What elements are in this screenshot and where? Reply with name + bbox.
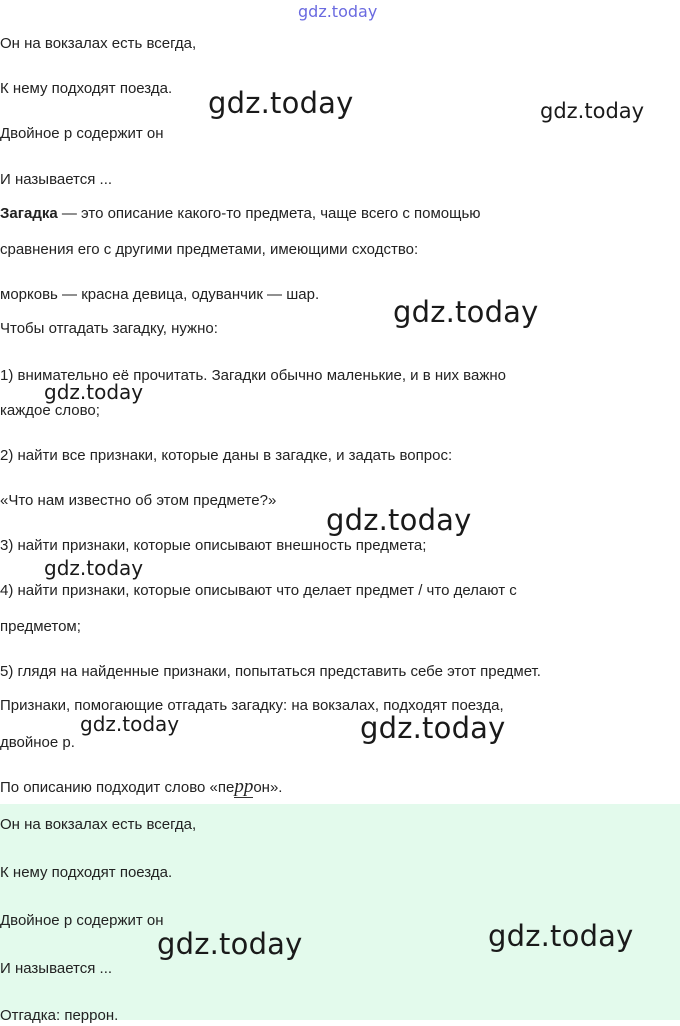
step-1-line-1: 1) внимательно её прочитать. Загадки обычно маленькие, и в них важно — [0, 367, 506, 384]
answer-text: Отгадка: перрон. — [0, 1007, 119, 1024]
step-1-line-2: каждое слово; — [0, 402, 100, 419]
watermark: gdz.today — [44, 556, 144, 580]
riddle-line-1: Он на вокзалах есть всегда, — [0, 35, 197, 52]
riddle-line-3: Двойное р содержит он — [0, 125, 164, 142]
answer-riddle-line-3: Двойное р содержит он — [0, 912, 164, 929]
conclusion-after: он». — [253, 779, 283, 796]
step-2-line-2: «Что нам известно об этом предмете?» — [0, 492, 277, 509]
watermark: gdz.today — [393, 295, 539, 329]
definition-text: — это описание какого-то предмета, чаще всего с помощью — [57, 205, 481, 222]
watermark: gdz.today — [157, 927, 303, 961]
step-4-line-1: 4) найти признаки, которые описывают что делает предмет / что делают с — [0, 582, 517, 599]
definition-line-1 — [0, 204, 481, 224]
features-line-2: двойное р. — [0, 734, 75, 751]
riddle-line-4: И называется ... — [0, 171, 113, 188]
watermark: gdz.today — [44, 380, 144, 404]
answer-riddle-line-1: Он на вокзалах есть всегда, — [0, 816, 197, 833]
step-2-line-1: 2) найти все признаки, которые даны в загадке, и задать вопрос: — [0, 447, 453, 464]
watermark: gdz.today — [360, 711, 506, 745]
conclusion — [0, 778, 282, 798]
header-watermark: gdz.today — [298, 2, 378, 21]
definition-line-2: сравнения его с другими предметами, имеющими сходство: — [0, 241, 419, 258]
answer-riddle-line-2: К нему подходят поезда. — [0, 864, 173, 881]
watermark: gdz.today — [540, 99, 645, 123]
watermark: gdz.today — [326, 503, 472, 537]
watermark: gdz.today — [80, 712, 180, 736]
step-4-line-2: предметом; — [0, 618, 81, 635]
watermark: gdz.today — [488, 919, 634, 953]
watermark: gdz.today — [208, 86, 354, 120]
definition-line-3: морковь — красна девица, одуванчик — шар. — [0, 286, 320, 303]
step-5: 5) глядя на найденные признаки, попытаться представить себе этот предмет. — [0, 663, 541, 680]
conclusion-before: По описанию подходит слово «пе — [0, 779, 235, 796]
step-3: 3) найти признаки, которые описывают внешность предмета; — [0, 537, 427, 554]
conclusion-highlight: рр — [234, 776, 254, 797]
features-line-1: Признаки, помогающие отгадать загадку: на вокзалах, подходят поезда, — [0, 697, 504, 714]
answer-riddle-line-4: И называется ... — [0, 960, 113, 977]
definition-term: Загадка — [0, 205, 58, 222]
riddle-line-2: К нему подходят поезда. — [0, 80, 173, 97]
howto-intro: Чтобы отгадать загадку, нужно: — [0, 320, 218, 337]
